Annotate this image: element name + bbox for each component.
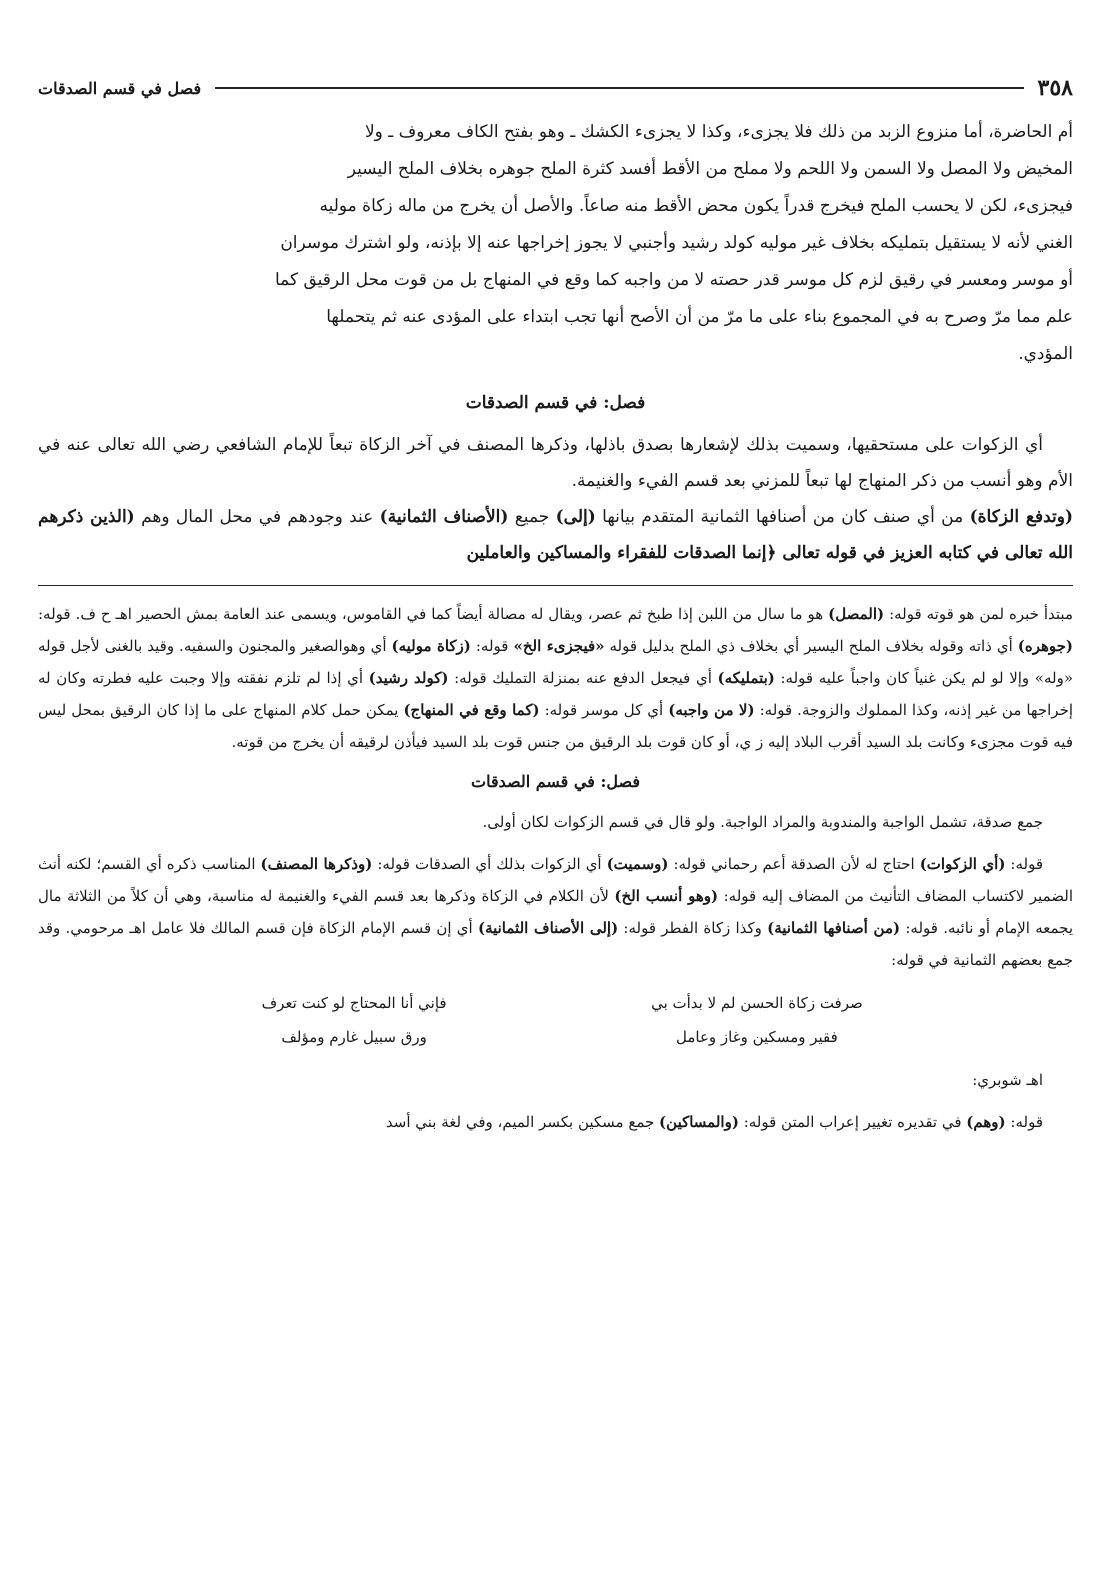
- footnote-divider: [38, 585, 1073, 586]
- text-line: المؤدي.: [1018, 344, 1073, 364]
- poem-hemistich: فقير ومسكين وغاز وعامل: [675, 1028, 838, 1046]
- poem-verse: [176, 1020, 936, 1054]
- note-paragraph: قوله: (أي الزكوات) احتاج له لأن الصدقة أعم رحماني قوله: (وسميت) أي الزكوات بذلك أي الصدقات قوله: (وذكرها المصنف) المناسب ذكره أي القسم؛ لكنه أنث الضمير لاكتساب المضاف التأنيث من المضاف إليه قوله: (وهو أنسب الخ) لأن الكلام في الزكاة وذكرها بعد قسم الفيء والغنيمة له مناسبة، وهي أن كلاً من الثلاثة مال يجمعه الإمام أو نائبه. قوله: (من أصنافها الثمانية) وكذا زكاة الفطر قوله: (إلى الأصناف الثمانية) أي إن قسم الإمام الزكاة فإن قسم المالك فلا عامل اهـ مرحومي. وقد جمع بعضهم الثمانية في قوله:: [38, 855, 1074, 969]
- poem-hemistich: صرفت زكاة الحسن لم لا بدأت بي: [651, 994, 863, 1012]
- commentary-notes: [38, 598, 1073, 1138]
- poem-hemistich: ورق سبيل غارم ومؤلف: [281, 1028, 427, 1046]
- main-paragraph: [38, 427, 1073, 571]
- poem-hemistich: فإني أنا المحتاج لو كنت تعرف: [261, 994, 447, 1012]
- text-line: فيجزىء، لكن لا يحسب الملح فيخرج قدراً يكون محض الأقط منه صاعاً. والأصل أن يخرج من ماله زكاة موليه: [319, 196, 1073, 216]
- continuation-text: [38, 114, 1073, 373]
- text-line: الغني لأنه لا يستقيل بتمليكه بخلاف غير موليه كولد رشيد وأجنبي لا يجوز إخراجها عنه إلا بإذنه، ولو اشترك موسران: [280, 233, 1073, 253]
- section-heading: فصل: في قسم الصدقات: [465, 393, 646, 413]
- book-page: [38, 70, 1073, 1138]
- header-rule: [215, 87, 1023, 89]
- main-para-text: أي الزكوات على مستحقيها، وسميت بذلك لإشعارها بصدق باذلها، وذكرها المصنف في آخر الزكاة تبعاً للإمام الشافعي رضي الله تعالى عنه في الأم وهو أنسب من ذكر المنهاج لها تبعاً للمزني بعد قسم الفيء والغنيمة.: [38, 435, 1073, 491]
- poem-verse: [176, 986, 936, 1020]
- text-line: المخيض ولا المصل ولا السمن ولا اللحم ولا مملح من الأقط أفسد كثرة الملح جوهره بخلاف الملح اليسير: [347, 159, 1073, 179]
- note-paragraph: مبتدأ خبره لمن هو قوته قوله: (المصل) هو ما سال من اللبن إذا طبخ ثم عصر، ويقال له مصالة أيضاً كما في القاموس، ويسمى عند العامة بمش الحصير اهـ ح ف. قوله: (جوهره) أي ذاته وقوله بخلاف الملح اليسير أي بخلاف ذي الملح بدليل قوله «فيجزىء الخ» قوله: (زكاة موليه) أي وهوالصغير والمجنون والسفيه. وقيد بالغنى لأجل قوله «وله» وإلا لو لم يكن غنياً كان واجباً عليه قوله: (بتمليكه) أي فيجعل الدفع عنه بمنزلة التمليك قوله: (كولد رشيد) أي إذا لم تلزم نفقته وإلا وجبت عليه فطرته وكان له إخراجها من غير إذنه، وكذا المملوك والزوجة. قوله: (لا من واجبه) أي كل موسر قوله: (كما وقع في المنهاج) يمكن حمل كلام المنهاج على ما إذا كان الرقيق بمحل ليس فيه قوت مجزىء وكانت بلد السيد أقرب البلاد إليه ز ي، أو كان قوت بلد الرقيق من جنس قوت بلد السيد فيأذن لرقيقه أن يخرج من قوته.: [38, 605, 1074, 751]
- text-line: أم الحاضرة، أما منزوع الزبد من ذلك فلا يجزىء، وكذا لا يجزىء الكشك ـ وهو بفتح الكاف معروف ـ ولا: [364, 122, 1073, 142]
- text-line: أو موسر ومعسر في رقيق لزم كل موسر قدر حصته لا من واجبه كما وقع في المنهاج بل من قوت محل الرقيق كما: [274, 270, 1073, 290]
- matn-text: (وتدفع الزكاة) من أي صنف كان من أصنافها الثمانية المتقدم بيانها (إلى) جميع (الأصناف الثمانية) عند وجودهم في محل المال وهم (الذين ذكرهم الله تعالى في كتابه العزيز في قوله تعالى ﴿إنما الصدقات للفقراء والمساكين والعاملين: [38, 507, 1074, 563]
- page-header: [38, 70, 1073, 106]
- notes-section-heading: فصل: في قسم الصدقات: [471, 772, 640, 791]
- page-number: ٣٥٨: [1037, 75, 1073, 101]
- text-line: علم مما مرّ وصرح به في المجموع بناء على ما مرّ من أن الأصح أنها تجب ابتداء على المؤدى عنه ثم يتحملها: [326, 307, 1073, 327]
- poem: [176, 986, 936, 1054]
- running-title: فصل في قسم الصدقات: [38, 78, 202, 98]
- note-paragraph: جمع صدقة، تشمل الواجبة والمندوبة والمراد الواجبة. ولو قال في قسم الزكوات لكان أولى.: [482, 813, 1043, 831]
- note-paragraph: قوله: (وهم) في تقديره تغيير إعراب المتن قوله: (والمساكين) جمع مسكين بكسر الميم، وفي لغة بني أسد: [385, 1113, 1043, 1131]
- poem-attribution: اهـ شوبري:: [972, 1071, 1043, 1089]
